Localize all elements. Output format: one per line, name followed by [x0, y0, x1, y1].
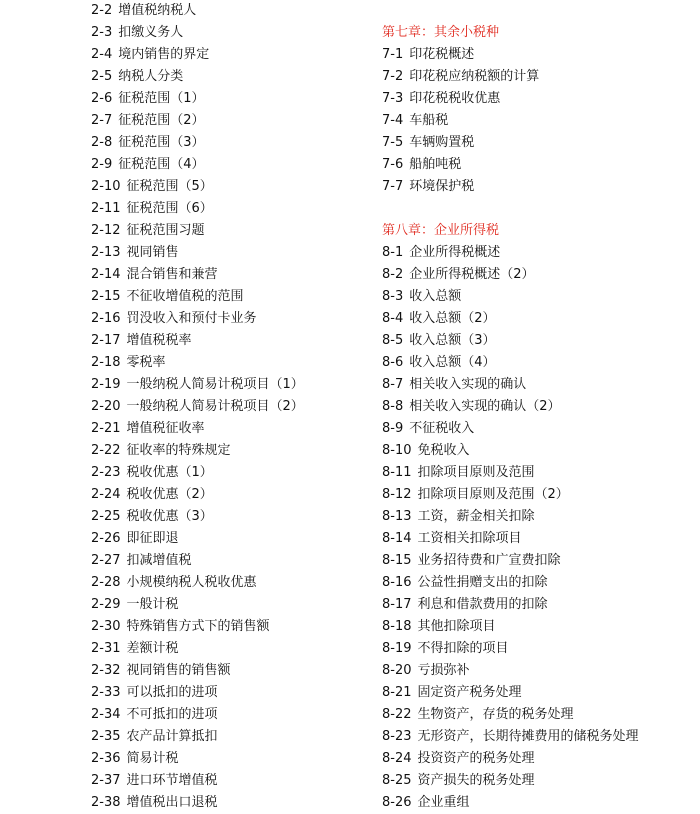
- toc-item-2-17: [91, 330, 371, 352]
- toc-item-8-1: [382, 242, 692, 264]
- toc-item-2-11: [91, 198, 371, 220]
- toc-item-2-25: [91, 506, 371, 528]
- toc-item-2-13: [91, 242, 371, 264]
- toc-item-8-2: [382, 264, 692, 286]
- item-number: 8-7: [382, 377, 404, 392]
- item-title: 增值税纳税人: [118, 3, 197, 18]
- item-title: 征税范围（3）: [118, 135, 205, 150]
- toc-item-2-30: [91, 616, 371, 638]
- toc-item-8-19: [382, 638, 692, 660]
- toc-item-8-3: [382, 286, 692, 308]
- item-number: 7-3: [382, 91, 404, 106]
- item-title: 印花税税收优惠: [409, 91, 501, 106]
- item-number: 2-16: [91, 311, 121, 326]
- item-title: 不得扣除的项目: [417, 641, 509, 656]
- toc-item-2-6: [91, 88, 371, 110]
- item-title: 生物资产，存货的税务处理: [417, 707, 574, 722]
- item-title: 征税范围（4）: [118, 157, 205, 172]
- item-number: 7-2: [382, 69, 404, 84]
- item-title: 农产品计算抵扣: [126, 729, 218, 744]
- item-title: 固定资产税务处理: [417, 685, 522, 700]
- item-number: 8-10: [382, 443, 412, 458]
- item-number: 2-34: [91, 707, 121, 722]
- item-number: 8-5: [382, 333, 404, 348]
- item-number: 8-3: [382, 289, 404, 304]
- item-number: 2-10: [91, 179, 121, 194]
- item-number: 2-27: [91, 553, 121, 568]
- toc-item-2-7: [91, 110, 371, 132]
- item-number: 2-15: [91, 289, 121, 304]
- item-title: 征收率的特殊规定: [126, 443, 231, 458]
- toc-item-8-15: [382, 550, 692, 572]
- toc-item-2-23: [91, 462, 371, 484]
- item-title: 征税范围习题: [126, 223, 205, 238]
- item-title: 资产损失的税务处理: [417, 773, 535, 788]
- toc-item-2-12: [91, 220, 371, 242]
- item-number: 2-25: [91, 509, 121, 524]
- toc-item-2-24: [91, 484, 371, 506]
- toc-item-7-6: [382, 154, 692, 176]
- item-number: 2-6: [91, 91, 113, 106]
- toc-item-2-37: [91, 770, 371, 792]
- item-number: 2-4: [91, 47, 113, 62]
- item-number: 2-30: [91, 619, 121, 634]
- item-title: 简易计税: [126, 751, 179, 766]
- item-title: 进口环节增值税: [126, 773, 218, 788]
- item-number: 2-21: [91, 421, 121, 436]
- item-number: 2-31: [91, 641, 121, 656]
- item-title: 企业所得税概述（2）: [409, 267, 535, 282]
- item-number: 8-2: [382, 267, 404, 282]
- item-title: 收入总额（4）: [409, 355, 496, 370]
- chapter-spacer: [382, 198, 692, 220]
- toc-item-2-16: [91, 308, 371, 330]
- item-number: 2-18: [91, 355, 121, 370]
- item-title: 境内销售的界定: [118, 47, 210, 62]
- toc-item-2-18: [91, 352, 371, 374]
- item-title: 扣缴义务人: [118, 25, 184, 40]
- item-title: 收入总额（2）: [409, 311, 496, 326]
- item-title: 增值税征收率: [126, 421, 205, 436]
- item-number: 8-17: [382, 597, 412, 612]
- item-title: 扣除项目原则及范围: [417, 465, 535, 480]
- item-number: 8-1: [382, 245, 404, 260]
- item-title: 混合销售和兼营: [126, 267, 218, 282]
- item-title: 企业重组: [417, 795, 470, 810]
- item-number: 2-36: [91, 751, 121, 766]
- item-number: 2-14: [91, 267, 121, 282]
- item-title: 无形资产，长期待摊费用的储税务处理: [417, 729, 639, 744]
- item-number: 8-11: [382, 465, 412, 480]
- item-title: 工资，薪金相关扣除: [417, 509, 535, 524]
- toc-item-8-5: [382, 330, 692, 352]
- item-title: 收入总额: [409, 289, 462, 304]
- toc-item-2-14: [91, 264, 371, 286]
- item-title: 税收优惠（3）: [126, 509, 213, 524]
- item-number: 2-8: [91, 135, 113, 150]
- item-title: 免税收入: [417, 443, 470, 458]
- item-title: 差额计税: [126, 641, 179, 656]
- toc-item-7-7: [382, 176, 692, 198]
- item-number: 2-3: [91, 25, 113, 40]
- toc-item-2-22: [91, 440, 371, 462]
- item-number: 2-12: [91, 223, 121, 238]
- item-title: 不可抵扣的进项: [126, 707, 218, 722]
- toc-item-8-21: [382, 682, 692, 704]
- item-number: 2-5: [91, 69, 113, 84]
- toc-item-7-2: [382, 66, 692, 88]
- item-title: 业务招待费和广宣费扣除: [417, 553, 561, 568]
- item-number: 7-5: [382, 135, 404, 150]
- item-number: 2-29: [91, 597, 121, 612]
- item-number: 2-24: [91, 487, 121, 502]
- item-number: 8-20: [382, 663, 412, 678]
- item-title: 征税范围（2）: [118, 113, 205, 128]
- toc-item-7-4: [382, 110, 692, 132]
- item-title: 印花税应纳税额的计算: [409, 69, 540, 84]
- item-title: 增值税税率: [126, 333, 192, 348]
- toc-item-2-32: [91, 660, 371, 682]
- item-title: 征税范围（6）: [126, 201, 213, 216]
- item-number: 8-22: [382, 707, 412, 722]
- toc-item-2-26: [91, 528, 371, 550]
- item-number: 8-18: [382, 619, 412, 634]
- toc-item-2-36: [91, 748, 371, 770]
- toc-item-8-25: [382, 770, 692, 792]
- item-number: 8-14: [382, 531, 412, 546]
- item-title: 征税范围（1）: [118, 91, 205, 106]
- item-title: 收入总额（3）: [409, 333, 496, 348]
- toc-item-2-19: [91, 374, 371, 396]
- toc-item-8-18: [382, 616, 692, 638]
- item-title: 一般纳税人简易计税项目（1）: [126, 377, 304, 392]
- right-column: [382, 0, 692, 814]
- toc-item-2-5: [91, 66, 371, 88]
- toc-item-8-22: [382, 704, 692, 726]
- item-title: 印花税概述: [409, 47, 475, 62]
- item-number: 8-19: [382, 641, 412, 656]
- item-number: 2-20: [91, 399, 121, 414]
- item-number: 8-13: [382, 509, 412, 524]
- toc-item-2-3: [91, 22, 371, 44]
- item-title: 不征收增值税的范围: [126, 289, 244, 304]
- toc-item-8-14: [382, 528, 692, 550]
- item-title: 纳税人分类: [118, 69, 184, 84]
- item-number: 2-2: [91, 3, 113, 18]
- toc-item-8-23: [382, 726, 692, 748]
- item-number: 8-15: [382, 553, 412, 568]
- item-title: 船舶吨税: [409, 157, 462, 172]
- toc-item-2-8: [91, 132, 371, 154]
- item-title: 扣除项目原则及范围（2）: [417, 487, 569, 502]
- chapter-7-list: [382, 44, 692, 198]
- toc-item-8-8: [382, 396, 692, 418]
- item-title: 一般计税: [126, 597, 179, 612]
- item-title: 视同销售: [126, 245, 179, 260]
- toc-item-8-24: [382, 748, 692, 770]
- toc-item-7-1: [382, 44, 692, 66]
- item-number: 7-4: [382, 113, 404, 128]
- item-number: 8-6: [382, 355, 404, 370]
- toc-item-8-17: [382, 594, 692, 616]
- item-title: 相关收入实现的确认（2）: [409, 399, 561, 414]
- toc-item-8-26: [382, 792, 692, 814]
- item-number: 2-22: [91, 443, 121, 458]
- item-number: 2-7: [91, 113, 113, 128]
- toc-item-2-21: [91, 418, 371, 440]
- toc-item-2-2: [91, 0, 371, 22]
- item-number: 2-35: [91, 729, 121, 744]
- toc-item-2-10: [91, 176, 371, 198]
- item-number: 2-28: [91, 575, 121, 590]
- item-title: 车船税: [409, 113, 449, 128]
- item-number: 8-12: [382, 487, 412, 502]
- toc-item-2-15: [91, 286, 371, 308]
- toc-item-8-4: [382, 308, 692, 330]
- item-number: 8-26: [382, 795, 412, 810]
- left-column: [91, 0, 371, 814]
- item-number: 8-8: [382, 399, 404, 414]
- toc-item-8-9: [382, 418, 692, 440]
- toc-item-8-11: [382, 462, 692, 484]
- item-number: 8-24: [382, 751, 412, 766]
- item-number: 8-16: [382, 575, 412, 590]
- top-spacer: [382, 0, 692, 22]
- item-title: 征税范围（5）: [126, 179, 213, 194]
- item-title: 即征即退: [126, 531, 179, 546]
- toc-item-2-35: [91, 726, 371, 748]
- toc-item-7-5: [382, 132, 692, 154]
- toc-item-2-4: [91, 44, 371, 66]
- item-number: 7-6: [382, 157, 404, 172]
- item-title: 特殊销售方式下的销售额: [126, 619, 270, 634]
- item-title: 罚没收入和预付卡业务: [126, 311, 257, 326]
- toc-item-8-20: [382, 660, 692, 682]
- item-title: 环境保护税: [409, 179, 475, 194]
- toc-item-8-16: [382, 572, 692, 594]
- item-number: 2-23: [91, 465, 121, 480]
- toc-item-7-3: [382, 88, 692, 110]
- toc-item-2-9: [91, 154, 371, 176]
- toc-item-8-12: [382, 484, 692, 506]
- item-number: 2-9: [91, 157, 113, 172]
- item-number: 2-19: [91, 377, 121, 392]
- item-number: 8-23: [382, 729, 412, 744]
- item-number: 7-1: [382, 47, 404, 62]
- item-number: 2-32: [91, 663, 121, 678]
- toc-item-2-20: [91, 396, 371, 418]
- toc-item-2-29: [91, 594, 371, 616]
- item-title: 小规模纳税人税收优惠: [126, 575, 257, 590]
- item-title: 可以抵扣的进项: [126, 685, 218, 700]
- item-number: 2-13: [91, 245, 121, 260]
- item-title: 相关收入实现的确认: [409, 377, 527, 392]
- item-number: 2-33: [91, 685, 121, 700]
- item-title: 一般纳税人简易计税项目（2）: [126, 399, 304, 414]
- toc-item-8-7: [382, 374, 692, 396]
- item-number: 8-9: [382, 421, 404, 436]
- item-title: 公益性捐赠支出的扣除: [417, 575, 548, 590]
- item-title: 扣减增值税: [126, 553, 192, 568]
- chapter-8-heading: 第八章：企业所得税: [382, 223, 500, 238]
- item-number: 2-11: [91, 201, 121, 216]
- toc-item-2-34: [91, 704, 371, 726]
- chapter-7-heading: 第七章：其余小税种: [382, 25, 500, 40]
- item-title: 企业所得税概述: [409, 245, 501, 260]
- item-number: 7-7: [382, 179, 404, 194]
- toc-item-2-27: [91, 550, 371, 572]
- item-title: 工资相关扣除项目: [417, 531, 522, 546]
- item-number: 8-21: [382, 685, 412, 700]
- toc-item-8-13: [382, 506, 692, 528]
- item-number: 2-38: [91, 795, 121, 810]
- toc-item-2-28: [91, 572, 371, 594]
- toc-item-2-33: [91, 682, 371, 704]
- item-number: 8-25: [382, 773, 412, 788]
- item-title: 增值税出口退税: [126, 795, 218, 810]
- toc-item-2-31: [91, 638, 371, 660]
- item-title: 利息和借款费用的扣除: [417, 597, 548, 612]
- chapter-8-list: [382, 242, 692, 814]
- item-title: 其他扣除项目: [417, 619, 496, 634]
- item-title: 税收优惠（2）: [126, 487, 213, 502]
- item-title: 车辆购置税: [409, 135, 475, 150]
- item-title: 税收优惠（1）: [126, 465, 213, 480]
- item-title: 不征税收入: [409, 421, 475, 436]
- item-number: 2-17: [91, 333, 121, 348]
- item-number: 2-26: [91, 531, 121, 546]
- toc-item-8-10: [382, 440, 692, 462]
- item-number: 2-37: [91, 773, 121, 788]
- item-title: 视同销售的销售额: [126, 663, 231, 678]
- toc-item-2-38: [91, 792, 371, 814]
- item-title: 投资资产的税务处理: [417, 751, 535, 766]
- toc-item-8-6: [382, 352, 692, 374]
- item-title: 亏损弥补: [417, 663, 470, 678]
- item-number: 8-4: [382, 311, 404, 326]
- item-title: 零税率: [126, 355, 166, 370]
